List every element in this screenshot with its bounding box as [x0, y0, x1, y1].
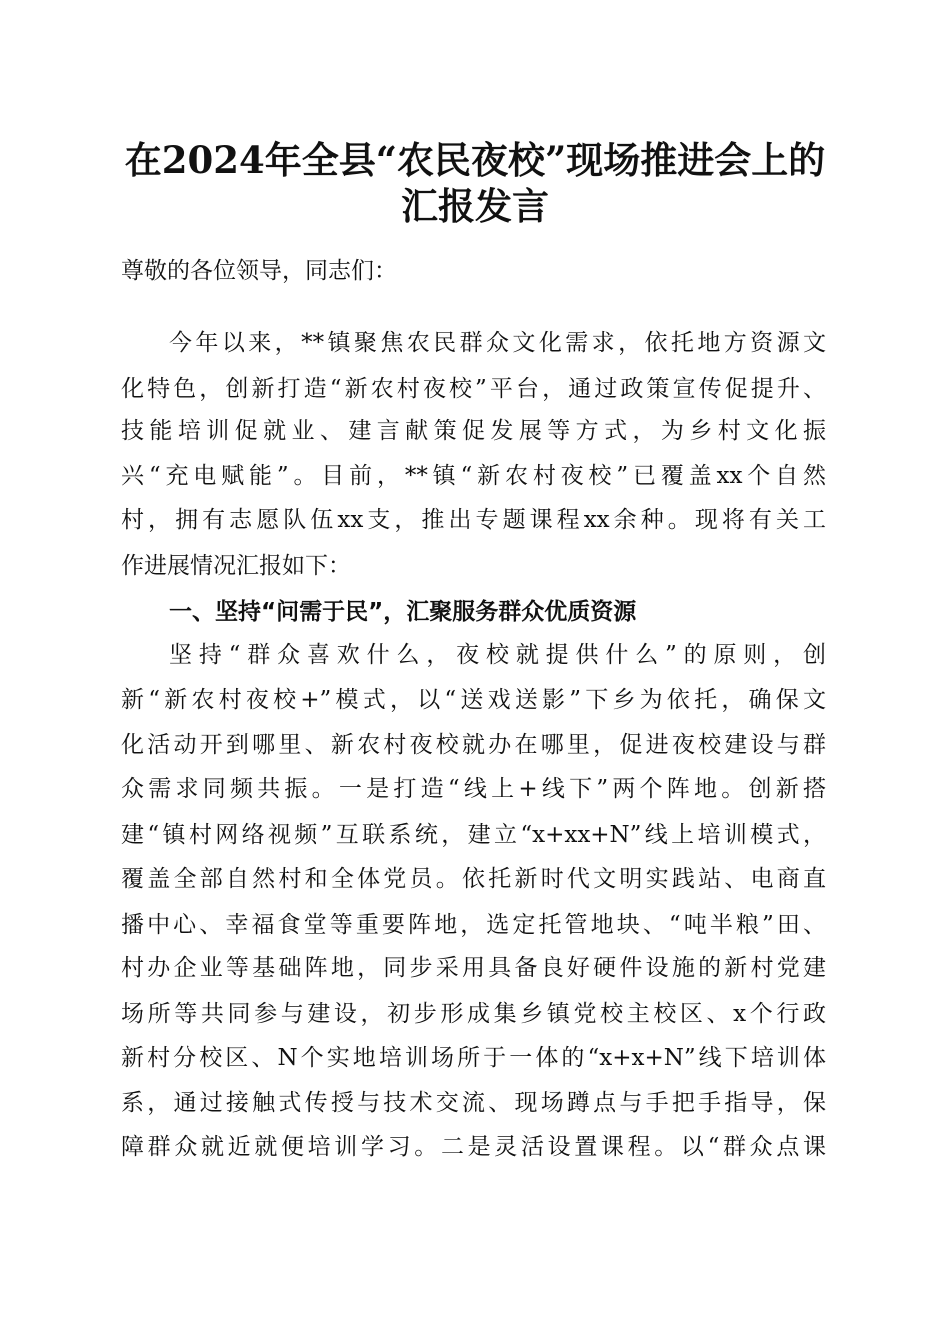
section-heading: 一、坚持“问需于民”，汇聚服务群众优质资源 — [169, 599, 637, 625]
body-line: 障群众就近就便培训学习。二是灵活设置课程。以“群众点课 — [121, 1134, 826, 1160]
body-line: 新村分校区、N个实地培训场所于一体的“x+x+N”线下培训体 — [121, 1045, 826, 1071]
body-line: 覆盖全部自然村和全体党员。依托新时代文明实践站、电商直 — [121, 866, 826, 892]
body-line: 建“镇村网络视频”互联系统，建立“x+xx+N”线上培训模式， — [121, 822, 826, 848]
intro-line: 化特色，创新打造“新农村夜校”平台，通过政策宣传促提升、 — [121, 376, 826, 402]
document-title-line-1: 在2024年全县“农民夜校”现场推进会上的 — [124, 138, 826, 182]
intro-line: 技能培训促就业、建言献策促发展等方式，为乡村文化振 — [121, 418, 826, 444]
body-line: 系，通过接触式传授与技术交流、现场蹲点与手把手指导，保 — [121, 1090, 826, 1116]
body-line: 场所等共同参与建设，初步形成集乡镇党校主校区、x个行政 — [121, 1001, 826, 1027]
body-line: 播中心、幸福食堂等重要阵地，选定托管地块、“吨半粮”田、 — [121, 912, 826, 938]
intro-line: 今年以来，**镇聚焦农民群众文化需求，依托地方资源文 — [169, 330, 826, 356]
body-line: 众需求同频共振。一是打造“线上+线下”两个阵地。创新搭 — [121, 776, 826, 802]
document-title-line-2: 汇报发言 — [401, 184, 549, 228]
intro-line: 兴“充电赋能”。目前，**镇“新农村夜校”已覆盖xx个自然 — [121, 463, 826, 489]
body-line: 化活动开到哪里、新农村夜校就办在哪里，促进夜校建设与群 — [121, 732, 826, 758]
salutation: 尊敬的各位领导，同志们： — [121, 258, 397, 284]
body-line: 村办企业等基础阵地，同步采用具备良好硬件设施的新村党建 — [121, 955, 826, 981]
body-line: 新“新农村夜校+”模式，以“送戏送影”下乡为依托，确保文 — [121, 687, 826, 713]
intro-line: 村，拥有志愿队伍xx支，推出专题课程xx余种。现将有关工 — [121, 507, 826, 533]
body-line: 坚持“群众喜欢什么，夜校就提供什么”的原则，创 — [169, 642, 826, 668]
intro-line: 作进展情况汇报如下： — [121, 553, 351, 579]
